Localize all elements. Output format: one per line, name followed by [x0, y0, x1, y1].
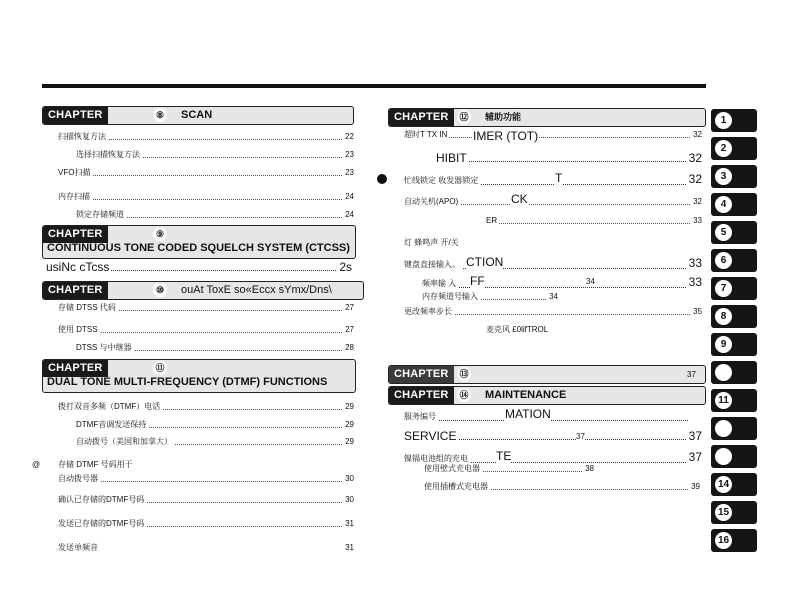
- chapter-label: CHAPTER: [389, 366, 454, 383]
- chapter-number: ⑪: [153, 361, 167, 375]
- thumb-tab[interactable]: 7: [711, 277, 757, 300]
- thumb-tab[interactable]: [711, 445, 757, 468]
- overlay-text: CTION: [466, 255, 504, 269]
- chapter-label: CHAPTER: [43, 360, 108, 377]
- toc-entry-large[interactable]: 镍镉电池组的充电 37: [404, 450, 702, 464]
- toc-entry[interactable]: 拨打双音多频（DTMF）电话 29: [58, 402, 354, 411]
- bullet-icon: [377, 174, 387, 184]
- thumb-tab[interactable]: 9: [711, 333, 757, 356]
- toc-entry-text: 存储 DTMF 号码用于: [58, 460, 133, 469]
- overlay-text: MATION: [505, 407, 551, 421]
- toc-entry[interactable]: 选择扫描恢复方法 23: [76, 150, 354, 159]
- toc-entry[interactable]: 使用壁式充电器 38: [424, 464, 594, 473]
- toc-entry[interactable]: 自动拨号器 30: [58, 474, 354, 483]
- chapter-number: ⑧: [153, 108, 167, 122]
- toc-entry[interactable]: 更改频率步长 35: [404, 307, 702, 316]
- toc-entry[interactable]: DTMF音调发送保持 29: [76, 420, 354, 429]
- thumb-tab[interactable]: 15: [711, 501, 757, 524]
- overlay-text: T: [555, 171, 563, 185]
- chapter-label: CHAPTER: [389, 387, 454, 404]
- chapter-title: SCAN: [181, 109, 213, 121]
- toc-entry[interactable]: 扫描恢复方法 22: [58, 132, 354, 141]
- blank-tab-circle: [715, 364, 732, 381]
- chapter-10-header[interactable]: [42, 281, 364, 300]
- chapter-title: 辅助功能: [485, 112, 522, 122]
- chapter-title: ouAt ToxE so«Eccx sYmx/Dns\: [181, 284, 332, 296]
- toc-entry[interactable]: VFO扫描 23: [58, 168, 354, 177]
- overlay-text: FF: [470, 274, 485, 288]
- overlay-text: IMER (TOT): [473, 129, 539, 143]
- toc-entry[interactable]: 超时T TX IN 32: [404, 130, 702, 139]
- toc-entry[interactable]: 锁定存储频道 24: [76, 210, 354, 219]
- toc-entry-large[interactable]: SERVICE 37: [404, 429, 702, 443]
- toc-entry[interactable]: 确认已存储的DTMF号码 30: [58, 495, 354, 504]
- thumb-tab[interactable]: 6: [711, 249, 757, 272]
- overlay-text: CK: [511, 192, 528, 206]
- thumb-tab[interactable]: 4: [711, 193, 757, 216]
- blank-tab-circle: [715, 420, 732, 437]
- thumb-tab[interactable]: 16: [711, 529, 757, 552]
- toc-entry[interactable]: 内存频道号输入 34: [422, 292, 558, 301]
- thumb-tab[interactable]: 5: [711, 221, 757, 244]
- chapter-label: CHAPTER: [389, 109, 454, 126]
- toc-entry[interactable]: 内存扫描 24: [58, 192, 354, 201]
- overlay-page: 34: [586, 277, 595, 286]
- thumb-tab[interactable]: 8: [711, 305, 757, 328]
- thumb-tab[interactable]: 1: [711, 109, 757, 132]
- toc-entry[interactable]: 发送已存储的DTMF号码 31: [58, 519, 354, 528]
- chapter-11-header[interactable]: [42, 359, 356, 393]
- chapter-label: CHAPTER: [43, 107, 108, 124]
- chapter-13-header[interactable]: [388, 365, 706, 384]
- chapter-8-header[interactable]: [42, 106, 354, 125]
- toc-entry-large[interactable]: 键盘直接输入。 33: [404, 256, 702, 270]
- chapter-title: MAINTENANCE: [485, 389, 567, 401]
- chapter-number: ⑭: [457, 388, 471, 402]
- toc-entry[interactable]: 使用 DTSS 27: [58, 325, 354, 334]
- chapter-number: ⑩: [153, 283, 167, 297]
- chapter-page: 37: [687, 370, 696, 379]
- thumb-tab[interactable]: 3: [711, 165, 757, 188]
- toc-entry[interactable]: 自动拨号（美国和加拿大） 29: [76, 437, 354, 446]
- thumb-tab[interactable]: [711, 417, 757, 440]
- toc-entry-large[interactable]: HIBIT 32: [436, 151, 702, 165]
- chapter-label: CHAPTER: [43, 226, 108, 243]
- thumb-tab[interactable]: 11: [711, 389, 757, 412]
- toc-entry-text: 麦克风 £0lifTROL: [486, 325, 549, 334]
- chapter-14-header[interactable]: [388, 386, 706, 405]
- toc-entry[interactable]: DTSS 与中继器 28: [76, 343, 354, 352]
- chapter-number: ⑬: [457, 367, 471, 381]
- toc-entry-large[interactable]: 忙线锁定 收发器锁定 32: [404, 172, 702, 186]
- overlay-text: TE: [496, 449, 512, 463]
- chapter-number: ⑨: [153, 227, 167, 241]
- toc-entry[interactable]: 存储 DTSS 代码 27: [58, 303, 354, 312]
- overlay-page: 37: [576, 432, 585, 441]
- toc-entry[interactable]: ER 33: [486, 216, 702, 225]
- toc-entry[interactable]: 使用插槽式充电器 39: [424, 482, 700, 491]
- chapter-12-header[interactable]: [388, 108, 706, 127]
- thumb-tab[interactable]: 2: [711, 137, 757, 160]
- toc-entry-text: 灯 蜂鸣声 开/关: [404, 238, 459, 247]
- at-mark: @: [32, 460, 41, 469]
- blank-tab-circle: [715, 448, 732, 465]
- toc-entry[interactable]: 自动关机(APO) 32: [404, 197, 702, 206]
- toc-entry-large[interactable]: usiNc cTcss 2s: [46, 260, 352, 274]
- chapter-label: CHAPTER: [43, 282, 108, 299]
- toc-entry[interactable]: 发送单频音 31: [58, 543, 354, 552]
- toc-entry-large[interactable]: 服务编号: [404, 408, 688, 424]
- top-rule: [42, 84, 706, 88]
- thumb-tab[interactable]: [711, 361, 757, 384]
- toc-entry-large[interactable]: 频率输 入 33: [422, 275, 702, 289]
- chapter-9-header[interactable]: [42, 225, 356, 259]
- chapter-number: ⑫: [457, 110, 471, 124]
- chapter-title: CONTINUOUS TONE CODED SQUELCH SYSTEM (CTCSS): [47, 242, 350, 254]
- chapter-title: DUAL TONE MULTI-FREQUENCY (DTMF) FUNCTIONS: [47, 376, 328, 388]
- thumb-tab[interactable]: 14: [711, 473, 757, 496]
